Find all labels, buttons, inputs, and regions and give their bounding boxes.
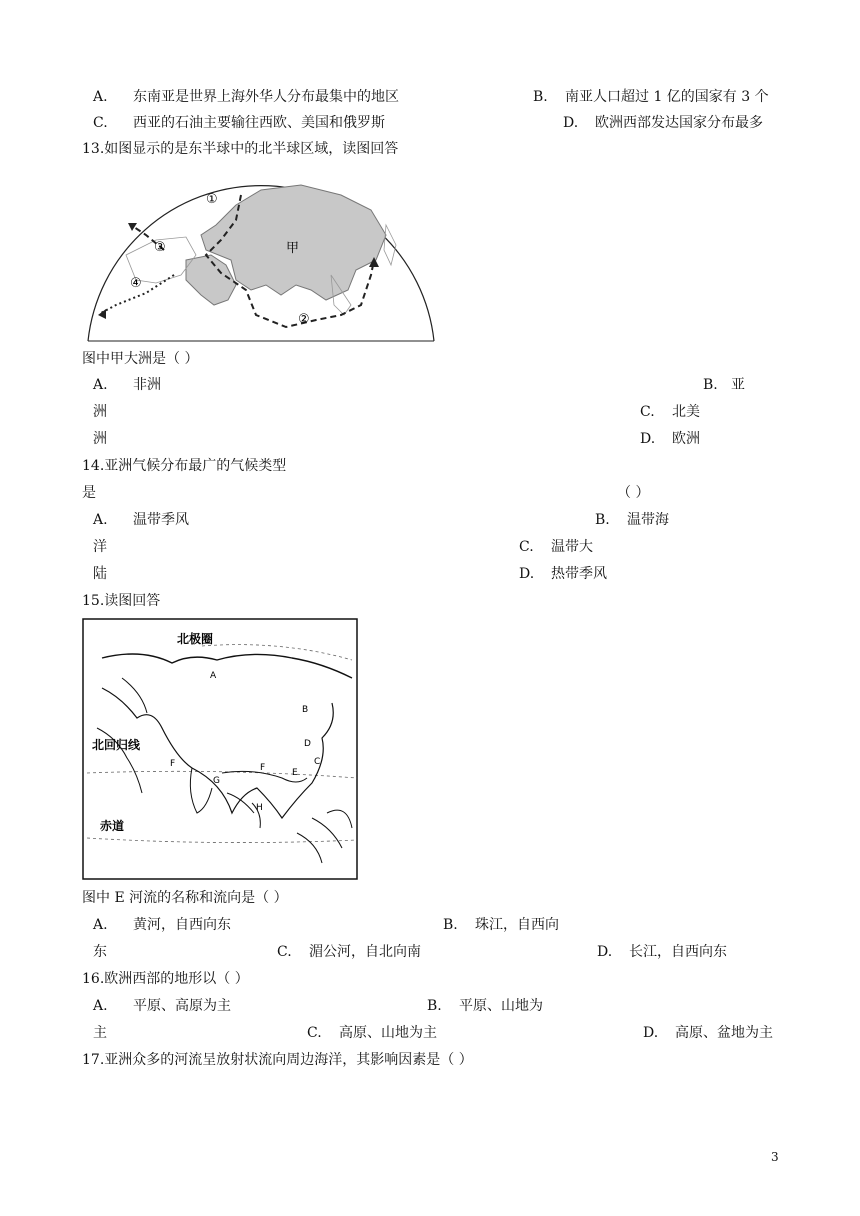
q13-question: 图中甲大洲是（ ） [82,351,199,367]
q15-asia-map [82,618,358,880]
q16-option-b-cont: 主 [93,1025,107,1041]
q13-option-a: A. 非洲 [93,377,161,393]
q15-option-c: C. 湄公河，自北向南 [277,944,421,960]
q14-answer-paren: （ ） [617,485,650,501]
label-d: D [304,739,311,749]
q16-stem: 16.欧洲西部的地形以（ ） [82,971,249,987]
q16-option-b: B. 平原、山地为 [427,998,543,1014]
q16-option-a: A. 平原、高原为主 [93,998,231,1014]
q15-option-b: B. 珠江，自西向 [443,917,559,933]
q12-option-b: B. 南亚人口超过 1 亿的国家有 3 个 [533,89,769,105]
q14-option-b-cont: 洋 [93,539,107,555]
q12-option-a: A. 东南亚是世界上海外华人分布最集中的地区 [93,89,399,105]
q14-option-a: A. 温带季风 [93,512,189,528]
q13-option-d: D. 欧洲 [640,431,700,447]
q16-option-c: C. 高原、山地为主 [307,1025,437,1041]
label-route-1: ① [206,192,218,207]
q14-stem: 14.亚洲气候分布最广的气候类型 [82,458,287,474]
label-tropic: 北回归线 [92,738,141,752]
q13-option-b-cont: 洲 [93,404,107,420]
label-b: B [302,705,309,715]
label-f-west: F [170,759,176,769]
label-e: E [292,768,298,778]
q12-option-d: D. 欧洲西部发达国家分布最多 [563,115,763,131]
q16-option-d: D. 高原、盆地为主 [643,1025,773,1041]
q13-hemisphere-map [86,165,436,343]
q15-question: 图中 E 河流的名称和流向是（ ） [82,890,288,906]
label-jia: 甲 [286,241,300,256]
q13-option-c: C. 北美 [640,404,700,420]
label-route-2: ② [298,312,310,327]
label-a: A [210,671,217,681]
q15-option-a: A. 黄河，自西向东 [93,917,231,933]
label-route-4: ④ [130,276,142,291]
q14-option-c-cont: 陆 [93,566,107,582]
label-f-east: F [260,763,266,773]
q14-option-b: B. 温带海 [595,512,669,528]
q17-stem: 17.亚洲众多的河流呈放射状流向周边海洋，其影响因素是（ ） [82,1052,473,1068]
label-equator: 赤道 [100,819,125,833]
label-arctic-circle: 北极圈 [177,632,214,646]
q15-option-b-cont: 东 [93,944,107,960]
q13-option-b: B. 亚 [703,377,745,393]
q14-stem-cont: 是 [82,485,96,501]
q14-option-d: D. 热带季风 [519,566,607,582]
q12-option-c: C. 西亚的石油主要输往西欧、美国和俄罗斯 [93,115,385,131]
q15-stem: 15.读图回答 [82,593,161,609]
q15-option-d: D. 长江，自西向东 [597,944,727,960]
page-number: 3 [771,1150,779,1164]
label-route-3: ③ [154,240,166,255]
route-4-arrow [98,309,106,319]
label-h: H [256,803,263,813]
japan-islands [384,225,396,265]
q14-option-c: C. 温带大 [519,539,593,555]
q13-stem: 13.如图显示的是东半球中的北半球区域，读图回答 [82,141,399,157]
q13-option-c-cont: 洲 [93,431,107,447]
route-3-arrow [128,223,137,231]
label-c: C [314,757,321,767]
label-g: G [213,776,220,786]
